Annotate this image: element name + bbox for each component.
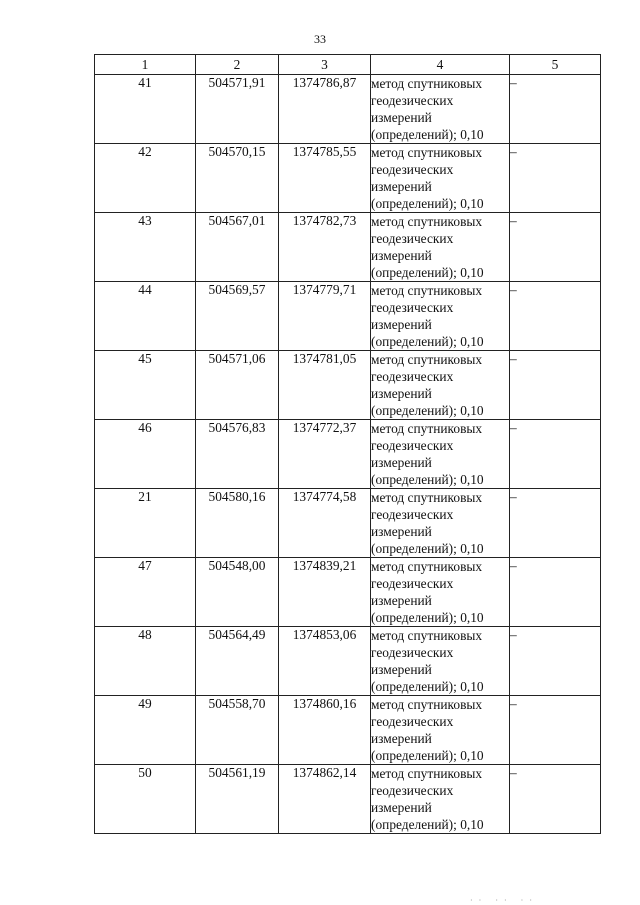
method-line-4: (определений); 0,10 [371,196,484,211]
method-line-4: (определений); 0,10 [371,403,484,418]
method-accuracy [371,282,510,351]
point-number: 46 [95,420,196,489]
method-line-3: измерений [371,800,432,815]
method-accuracy [371,558,510,627]
table-row [95,351,601,420]
page-number: 33 [314,32,326,46]
x-coordinate: 504576,83 [196,420,279,489]
method-accuracy [371,213,510,282]
table-row [95,420,601,489]
y-coordinate: 1374862,14 [279,765,371,834]
table-row [95,558,601,627]
y-coordinate: 1374782,73 [279,213,371,282]
x-coordinate: 504569,57 [196,282,279,351]
method-line-4: (определений); 0,10 [371,748,484,763]
x-coordinate: 504548,00 [196,558,279,627]
point-number: 47 [95,558,196,627]
method-line-1: метод спутниковых [371,490,483,505]
method-accuracy [371,144,510,213]
point-number: 48 [95,627,196,696]
method-accuracy [371,489,510,558]
method-line-3: измерений [371,524,432,539]
method-line-3: измерений [371,455,432,470]
method-line-4: (определений); 0,10 [371,265,484,280]
note-cell: – [510,489,601,558]
method-line-2: геодезических [371,231,454,246]
x-coordinate: 504571,06 [196,351,279,420]
method-line-1: метод спутниковых [371,76,483,91]
table-body [95,75,601,834]
note-cell: – [510,558,601,627]
header-col-4: 4 [371,55,510,75]
method-accuracy [371,75,510,144]
note-cell: – [510,351,601,420]
x-coordinate: 504570,15 [196,144,279,213]
point-number: 50 [95,765,196,834]
y-coordinate: 1374774,58 [279,489,371,558]
table-row [95,765,601,834]
method-line-4: (определений); 0,10 [371,127,484,142]
point-number: 42 [95,144,196,213]
y-coordinate: 1374786,87 [279,75,371,144]
x-coordinate: 504558,70 [196,696,279,765]
method-accuracy [371,351,510,420]
method-line-2: геодезических [371,645,454,660]
method-line-1: метод спутниковых [371,145,483,160]
method-line-4: (определений); 0,10 [371,334,484,349]
method-line-4: (определений); 0,10 [371,472,484,487]
scan-artifacts: ·· ·· ·· [470,896,538,905]
method-line-3: измерений [371,110,432,125]
method-line-2: геодезических [371,93,454,108]
y-coordinate: 1374779,71 [279,282,371,351]
method-line-3: измерений [371,593,432,608]
y-coordinate: 1374785,55 [279,144,371,213]
x-coordinate: 504564,49 [196,627,279,696]
point-number: 21 [95,489,196,558]
header-col-5: 5 [510,55,601,75]
method-line-2: геодезических [371,369,454,384]
y-coordinate: 1374860,16 [279,696,371,765]
method-accuracy [371,627,510,696]
method-line-3: измерений [371,662,432,677]
method-accuracy [371,696,510,765]
y-coordinate: 1374839,21 [279,558,371,627]
method-line-1: метод спутниковых [371,628,483,643]
table-row [95,489,601,558]
header-col-3: 3 [279,55,371,75]
x-coordinate: 504567,01 [196,213,279,282]
method-line-4: (определений); 0,10 [371,541,484,556]
x-coordinate: 504580,16 [196,489,279,558]
method-line-4: (определений); 0,10 [371,817,484,832]
method-line-1: метод спутниковых [371,766,483,781]
method-line-1: метод спутниковых [371,559,483,574]
note-cell: – [510,696,601,765]
method-line-1: метод спутниковых [371,352,483,367]
note-cell: – [510,282,601,351]
note-cell: – [510,75,601,144]
method-line-4: (определений); 0,10 [371,610,484,625]
header-col-1: 1 [95,55,196,75]
method-line-1: метод спутниковых [371,214,483,229]
method-line-2: геодезических [371,162,454,177]
x-coordinate: 504561,19 [196,765,279,834]
coordinates-table [94,54,601,834]
method-line-1: метод спутниковых [371,421,483,436]
x-coordinate: 504571,91 [196,75,279,144]
method-line-2: геодезических [371,714,454,729]
method-line-3: измерений [371,731,432,746]
method-line-1: метод спутниковых [371,697,483,712]
point-number: 43 [95,213,196,282]
method-line-3: измерений [371,386,432,401]
table-row [95,282,601,351]
method-accuracy [371,765,510,834]
method-line-2: геодезических [371,438,454,453]
y-coordinate: 1374772,37 [279,420,371,489]
method-line-3: измерений [371,179,432,194]
point-number: 41 [95,75,196,144]
method-line-2: геодезических [371,507,454,522]
method-line-3: измерений [371,317,432,332]
method-line-2: геодезических [371,300,454,315]
header-col-2: 2 [196,55,279,75]
note-cell: – [510,765,601,834]
table-row [95,144,601,213]
y-coordinate: 1374781,05 [279,351,371,420]
note-cell: – [510,144,601,213]
y-coordinate: 1374853,06 [279,627,371,696]
method-line-1: метод спутниковых [371,283,483,298]
method-line-3: измерений [371,248,432,263]
method-accuracy [371,420,510,489]
note-cell: – [510,627,601,696]
method-line-4: (определений); 0,10 [371,679,484,694]
note-cell: – [510,420,601,489]
method-line-2: геодезических [371,576,454,591]
point-number: 49 [95,696,196,765]
table-header [95,55,601,75]
table-row [95,627,601,696]
header-row [95,55,601,75]
table-row [95,696,601,765]
point-number: 45 [95,351,196,420]
method-line-2: геодезических [371,783,454,798]
table-row [95,75,601,144]
note-cell: – [510,213,601,282]
point-number: 44 [95,282,196,351]
table-row [95,213,601,282]
